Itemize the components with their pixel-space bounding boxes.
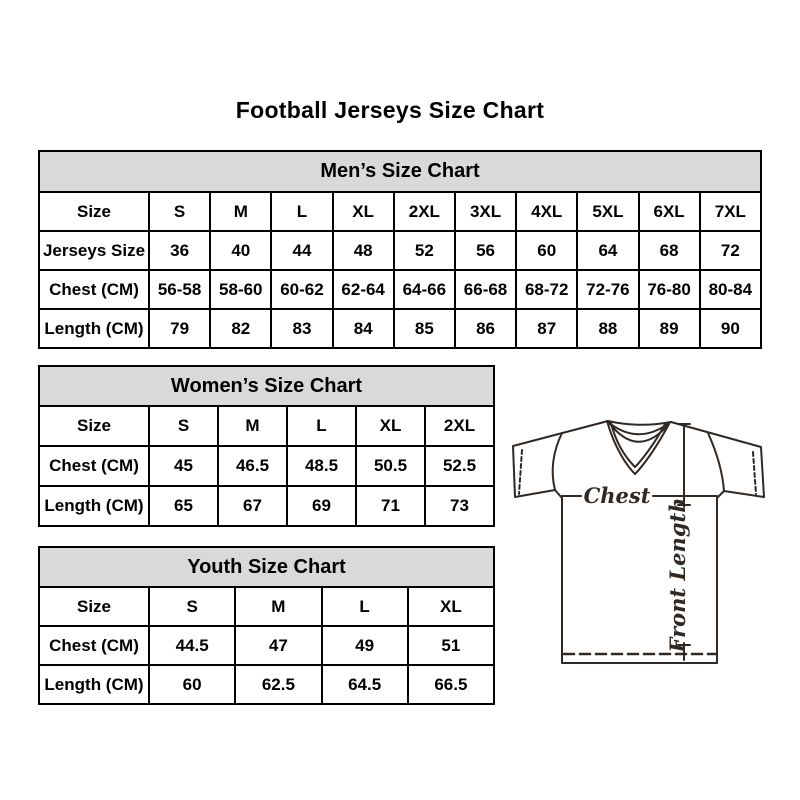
column-header-cell: XL xyxy=(333,192,394,231)
data-cell: 86 xyxy=(455,309,516,348)
data-cell: 47 xyxy=(235,626,321,665)
cuff-dash-right xyxy=(753,452,756,494)
table-row xyxy=(39,665,494,704)
table-title: Women’s Size Chart xyxy=(39,366,494,406)
data-cell: 64.5 xyxy=(322,665,408,704)
data-cell: 67 xyxy=(218,486,287,526)
data-cell: 51 xyxy=(408,626,494,665)
sleeve-seam-right xyxy=(708,433,724,491)
row-label-cell: Size xyxy=(39,587,149,626)
data-cell: 87 xyxy=(516,309,577,348)
data-cell: 84 xyxy=(333,309,394,348)
data-cell: 68 xyxy=(639,231,700,270)
data-cell: 56-58 xyxy=(149,270,210,309)
data-cell: 83 xyxy=(271,309,332,348)
table-title: Men’s Size Chart xyxy=(39,151,761,192)
column-header-cell: M xyxy=(210,192,271,231)
data-cell: 60 xyxy=(149,665,235,704)
row-label-cell: Chest (CM) xyxy=(39,270,149,309)
data-cell: 89 xyxy=(639,309,700,348)
column-header-cell: 5XL xyxy=(577,192,638,231)
column-header-cell: S xyxy=(149,587,235,626)
jersey-outline xyxy=(513,421,764,663)
womens-size-table xyxy=(38,365,495,527)
data-cell: 64-66 xyxy=(394,270,455,309)
data-cell: 65 xyxy=(149,486,218,526)
row-label-cell: Length (CM) xyxy=(39,309,149,348)
sleeve-seam-left xyxy=(553,433,562,490)
data-cell: 48 xyxy=(333,231,394,270)
column-header-row xyxy=(39,587,494,626)
data-cell: 80-84 xyxy=(700,270,761,309)
data-cell: 66.5 xyxy=(408,665,494,704)
column-header-cell: 7XL xyxy=(700,192,761,231)
column-header-cell: 6XL xyxy=(639,192,700,231)
cuff-dash-left xyxy=(519,450,522,494)
data-cell: 46.5 xyxy=(218,446,287,486)
column-header-cell: M xyxy=(218,406,287,446)
data-cell: 82 xyxy=(210,309,271,348)
table-row xyxy=(39,486,494,526)
column-header-row xyxy=(39,406,494,446)
data-cell: 73 xyxy=(425,486,494,526)
row-label-cell: Jerseys Size xyxy=(39,231,149,270)
column-header-cell: S xyxy=(149,406,218,446)
row-label-cell: Size xyxy=(39,192,149,231)
column-header-cell: 2XL xyxy=(394,192,455,231)
table-row xyxy=(39,446,494,486)
data-cell: 69 xyxy=(287,486,356,526)
table-row xyxy=(39,626,494,665)
data-cell: 56 xyxy=(455,231,516,270)
front-length-label: Front Length xyxy=(665,497,690,653)
column-header-cell: XL xyxy=(356,406,425,446)
table-title: Youth Size Chart xyxy=(39,547,494,587)
data-cell: 52 xyxy=(394,231,455,270)
column-header-cell: M xyxy=(235,587,321,626)
data-cell: 52.5 xyxy=(425,446,494,486)
data-cell: 90 xyxy=(700,309,761,348)
row-label-cell: Size xyxy=(39,406,149,446)
data-cell: 72 xyxy=(700,231,761,270)
column-header-cell: 2XL xyxy=(425,406,494,446)
data-cell: 48.5 xyxy=(287,446,356,486)
data-cell: 76-80 xyxy=(639,270,700,309)
table-title-row xyxy=(39,547,494,587)
data-cell: 72-76 xyxy=(577,270,638,309)
data-cell: 62.5 xyxy=(235,665,321,704)
data-cell: 40 xyxy=(210,231,271,270)
jersey-measurement-diagram xyxy=(503,416,770,668)
column-header-cell: L xyxy=(322,587,408,626)
data-cell: 50.5 xyxy=(356,446,425,486)
data-cell: 44.5 xyxy=(149,626,235,665)
data-cell: 58-60 xyxy=(210,270,271,309)
data-cell: 79 xyxy=(149,309,210,348)
row-label-cell: Length (CM) xyxy=(39,486,149,526)
column-header-cell: S xyxy=(149,192,210,231)
data-cell: 60 xyxy=(516,231,577,270)
data-cell: 60-62 xyxy=(271,270,332,309)
row-label-cell: Chest (CM) xyxy=(39,626,149,665)
table-title-row xyxy=(39,151,761,192)
data-cell: 68-72 xyxy=(516,270,577,309)
data-cell: 45 xyxy=(149,446,218,486)
column-header-cell: 4XL xyxy=(516,192,577,231)
chest-label: Chest xyxy=(583,483,651,508)
row-label-cell: Chest (CM) xyxy=(39,446,149,486)
data-cell: 44 xyxy=(271,231,332,270)
data-cell: 49 xyxy=(322,626,408,665)
table-row xyxy=(39,231,761,270)
column-header-cell: XL xyxy=(408,587,494,626)
column-header-cell: 3XL xyxy=(455,192,516,231)
column-header-cell: L xyxy=(271,192,332,231)
page-title: Football Jerseys Size Chart xyxy=(235,97,545,123)
column-header-cell: L xyxy=(287,406,356,446)
data-cell: 36 xyxy=(149,231,210,270)
data-cell: 66-68 xyxy=(455,270,516,309)
data-cell: 62-64 xyxy=(333,270,394,309)
data-cell: 64 xyxy=(577,231,638,270)
youth-size-table xyxy=(38,546,495,705)
table-title-row xyxy=(39,366,494,406)
row-label-cell: Length (CM) xyxy=(39,665,149,704)
table-row xyxy=(39,309,761,348)
data-cell: 71 xyxy=(356,486,425,526)
table-row xyxy=(39,270,761,309)
data-cell: 85 xyxy=(394,309,455,348)
mens-size-table xyxy=(38,150,762,349)
column-header-row xyxy=(39,192,761,231)
data-cell: 88 xyxy=(577,309,638,348)
